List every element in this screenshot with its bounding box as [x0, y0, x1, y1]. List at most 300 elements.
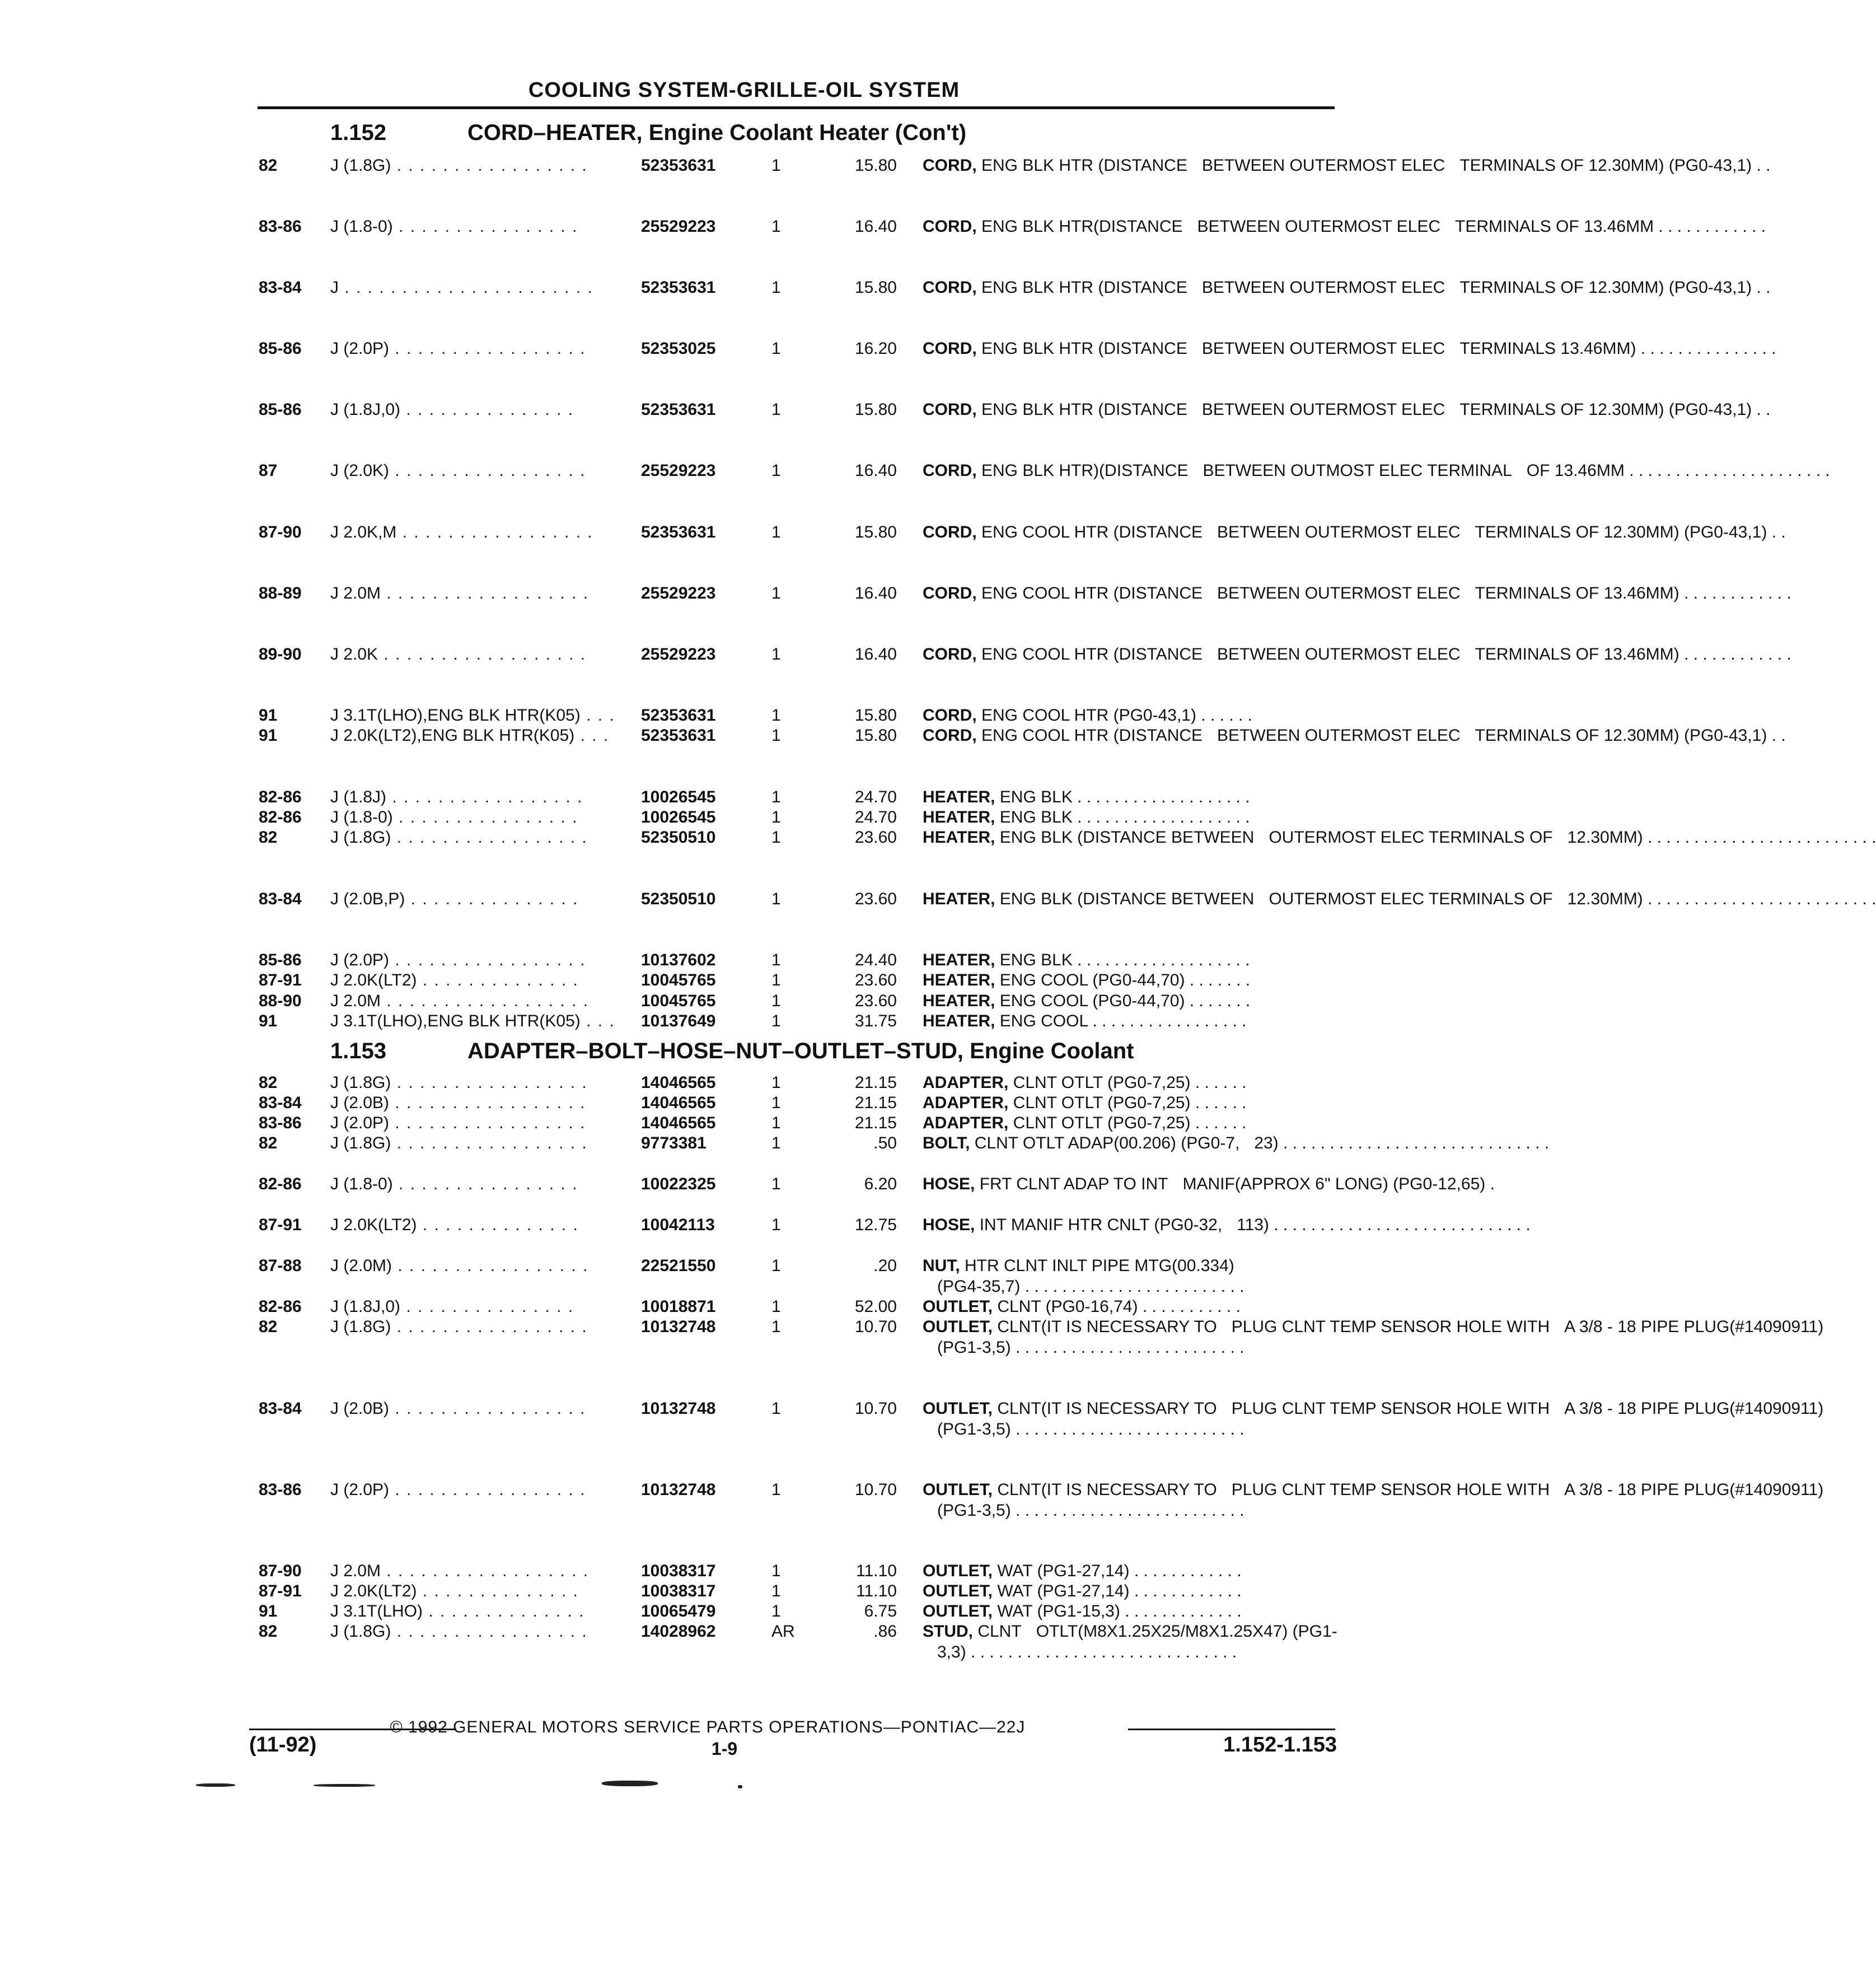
description-line: BETWEEN OUTERMOST ELEC: [1201, 400, 1445, 419]
model-year: 87-91: [259, 1582, 302, 1600]
price: 21.15: [854, 1114, 897, 1132]
description: [923, 950, 1332, 971]
leader-dots: . . . . . . . . . . . . . . . . .: [391, 156, 588, 175]
part-number: 10132748: [641, 1318, 716, 1336]
model-application: [330, 461, 627, 482]
quantity: 1: [771, 1399, 781, 1418]
leader-dots: . . . . . . . . . . . . . . . . . .: [381, 1562, 590, 1580]
part-number: 25529223: [641, 217, 716, 236]
leader-dots: . . . . . . . . . . . . . .: [423, 1602, 585, 1620]
description-line: PLUG CLNT TEMP SENSOR HOLE WITH: [1231, 1399, 1550, 1418]
description: [923, 991, 1332, 1012]
description-keyword: HEATER,: [923, 890, 995, 908]
part-number: 10026545: [641, 788, 716, 806]
description-line: OTLT(M8X1.25X25/M8X1.25X47) (PG1-: [1036, 1622, 1337, 1641]
model-year: 91: [259, 706, 278, 725]
description-line: HEATER, ENG COOL (PG0-44,70) . . . . . . .: [923, 971, 1251, 989]
description-line: OUTLET, CLNT(IT IS NECESSARY TO: [923, 1318, 1217, 1336]
description-line: BETWEEN OUTERMOST ELEC: [1201, 339, 1445, 358]
leader-dots: . . . . . . . . . . . . . . . . .: [392, 1257, 589, 1275]
model-text: J: [330, 278, 339, 297]
leader-dots: . . . . . . . . . . . . . . . .: [392, 808, 578, 826]
model-text: J (2.0M): [330, 1257, 392, 1275]
model-application: [330, 1215, 627, 1236]
quantity: 1: [771, 645, 781, 664]
model-year: 83-86: [259, 1480, 302, 1499]
leader-dots: . . . . . . . . . . . . . . . . .: [391, 828, 588, 847]
model-year: 85-86: [259, 400, 302, 419]
description-keyword: CORD,: [923, 645, 977, 664]
model-text: J (1.8J,0): [330, 1297, 401, 1316]
description: [923, 1256, 1332, 1297]
model-year: 82: [259, 156, 278, 175]
quantity: 1: [771, 523, 781, 541]
leader-dots: . . . . . . . . . . . . . . . . .: [386, 788, 583, 806]
description-line: ADAPTER, CLNT OTLT (PG0-7,25) . . . . . .: [923, 1094, 1247, 1112]
part-number: 10038317: [641, 1582, 716, 1600]
model-application: [330, 828, 627, 848]
model-year: 91: [259, 1012, 278, 1030]
model-text: J (2.0B): [330, 1399, 390, 1418]
leader-dots: . . . . . . . . . . . . . . . . . . . . . .: [339, 278, 593, 297]
description-keyword: HEATER,: [923, 992, 995, 1010]
footer-page-number: 1-9: [711, 1739, 738, 1759]
model-text: J (1.8-0): [330, 217, 393, 236]
model-application: [330, 522, 627, 543]
leader-dots: . . . . . . . . . . . . . . . . .: [391, 1318, 588, 1336]
description: [923, 461, 1830, 482]
description-line: (PG4-35,7) . . . . . . . . . . . . . . . . . . . . . . . .: [937, 1277, 1245, 1296]
description-line: CORD, ENG BLK HTR (DISTANCE: [923, 278, 1187, 297]
description: [923, 889, 1876, 910]
model-year: 83-84: [259, 1094, 302, 1112]
price: 12.75: [854, 1216, 897, 1234]
model-text: J 2.0K(LT2): [330, 971, 417, 989]
description-line: A 3/8 - 18 PIPE PLUG(#14090911): [1564, 1318, 1824, 1336]
price: 23.60: [854, 828, 897, 847]
description: [923, 278, 1771, 298]
description: [923, 1622, 1337, 1662]
model-application: [330, 970, 627, 991]
leader-dots: . . . . . . . . . . . . . . .: [400, 400, 574, 419]
description-keyword: HEATER,: [923, 951, 995, 969]
description-line: BETWEEN OUTERMOST ELEC: [1201, 278, 1445, 297]
description-line: BETWEEN OUTERMOST ELEC: [1217, 726, 1461, 745]
model-text: J 2.0M: [330, 584, 381, 602]
model-application: [330, 278, 627, 298]
model-year: 91: [259, 726, 278, 745]
quantity: 1: [771, 1134, 781, 1152]
description-line: OUTERMOST ELEC TERMINALS OF: [1269, 890, 1553, 908]
model-application: [330, 1561, 627, 1582]
description-line: BETWEEN OUTERMOST ELEC: [1217, 584, 1461, 602]
description: [923, 1601, 1332, 1622]
leader-dots: . . . . . . . . . . . . . . . . . .: [381, 992, 590, 1010]
price: 15.80: [854, 726, 897, 745]
model-text: J 3.1T(LHO): [330, 1602, 423, 1620]
part-number: 10132748: [641, 1399, 716, 1418]
description: [923, 1399, 1824, 1440]
description-line: PLUG CLNT TEMP SENSOR HOLE WITH: [1231, 1480, 1550, 1499]
description-keyword: HEATER,: [923, 828, 995, 847]
description-line: TERMINALS OF 12.30MM) (PG0-43,1) . .: [1475, 523, 1786, 541]
footer-copyright: © 1992 GENERAL MOTORS SERVICE PARTS OPERATIONS—PONTIAC—22J: [390, 1718, 1026, 1736]
description: [923, 1561, 1332, 1582]
description-line: HOSE, INT MANIF HTR CNLT (PG0-32,: [923, 1216, 1223, 1234]
part-number: 52350510: [641, 828, 716, 847]
leader-dots: . . . . . . . . . . . . . . .: [405, 890, 579, 908]
description-line: (PG1-3,5) . . . . . . . . . . . . . . . . . . . . . . . . .: [937, 1419, 1245, 1438]
quantity: 1: [771, 828, 781, 847]
model-year: 83-84: [259, 890, 302, 908]
quantity: 1: [771, 706, 781, 725]
quantity: 1: [771, 1318, 781, 1336]
price: 16.40: [854, 645, 897, 664]
description: [923, 1133, 1550, 1154]
leader-dots: . . . . . . . . . . . . . . . .: [392, 1175, 578, 1193]
part-number: 52353631: [641, 156, 716, 175]
part-number: 10042113: [641, 1216, 715, 1234]
description: [923, 970, 1332, 991]
price: 6.20: [864, 1175, 897, 1193]
model-year: 82: [259, 828, 278, 847]
model-text: J (2.0P): [330, 1480, 390, 1499]
model-application: [330, 1297, 627, 1318]
price: 15.80: [854, 706, 897, 725]
description-line: CORD, ENG BLK HTR (DISTANCE: [923, 156, 1187, 175]
part-number: 52353025: [641, 339, 716, 358]
description-keyword: HOSE,: [923, 1175, 975, 1193]
model-year: 87-91: [259, 1216, 302, 1234]
description-keyword: CORD,: [923, 726, 977, 745]
model-text: J (2.0P): [330, 951, 390, 969]
quantity: 1: [771, 1094, 781, 1112]
model-year: 87-91: [259, 971, 302, 989]
part-number: 22521550: [641, 1257, 716, 1275]
leader-dots: . . . . . . . . . . . . . . . . .: [389, 1480, 586, 1499]
description-keyword: CORD,: [923, 278, 977, 297]
part-number: 10018871: [641, 1297, 716, 1316]
description-line: 113) . . . . . . . . . . . . . . . . . . . . . . . . . . . .: [1237, 1216, 1531, 1234]
footer-date: (11-92): [249, 1733, 317, 1757]
description: [923, 1073, 1332, 1094]
model-application: [330, 1133, 627, 1154]
description-line: HEATER, ENG BLK . . . . . . . . . . . . . . . . . . .: [923, 808, 1250, 826]
description-keyword: ADAPTER,: [923, 1094, 1009, 1112]
price: 6.75: [864, 1602, 897, 1620]
model-year: 87-88: [259, 1257, 302, 1275]
model-text: J (1.8G): [330, 156, 391, 175]
model-text: J (1.8J): [330, 788, 387, 806]
leader-dots: . . .: [580, 1012, 615, 1030]
price: 24.70: [854, 788, 897, 806]
description-line: A 3/8 - 18 PIPE PLUG(#14090911): [1564, 1480, 1824, 1499]
description-line: TERMINALS OF 13.46MM) . . . . . . . . . . . .: [1475, 584, 1791, 602]
model-text: J (2.0B): [330, 1094, 390, 1112]
description-line: 12.30MM) . . . . . . . . . . . . . . . . . . . . . . . . .: [1567, 828, 1876, 847]
description-line: TERMINALS OF 12.30MM) (PG0-43,1) . .: [1459, 400, 1771, 419]
model-text: J (2.0P): [330, 1114, 390, 1132]
model-text: J (2.0B,P): [330, 890, 405, 908]
description-keyword: OUTLET,: [923, 1318, 993, 1336]
part-number: 52353631: [641, 706, 716, 725]
quantity: 1: [771, 278, 781, 297]
model-application: [330, 1256, 627, 1277]
price: 31.75: [854, 1012, 897, 1030]
model-year: 82-86: [259, 1175, 302, 1193]
leader-dots: . . . . . . . . . . . . . . . . .: [389, 461, 586, 480]
description-keyword: OUTLET,: [923, 1562, 993, 1580]
model-application: [330, 1480, 627, 1501]
leader-dots: . . . . . . . . . . . . . . . . .: [389, 339, 586, 358]
quantity: 1: [771, 951, 781, 969]
model-text: J (1.8G): [330, 1622, 391, 1641]
quantity: 1: [771, 1480, 781, 1499]
description-line: TERMINALS OF 12.30MM) (PG0-43,1) . .: [1459, 278, 1771, 297]
model-application: [330, 156, 627, 176]
quantity: 1: [771, 1562, 781, 1580]
part-number: 9773381: [641, 1134, 707, 1152]
quantity: 1: [771, 1257, 781, 1275]
quantity: 1: [771, 1073, 781, 1092]
page-title: COOLING SYSTEM-GRILLE-OIL SYSTEM: [528, 78, 960, 102]
model-application: [330, 787, 627, 808]
description-line: CORD, ENG COOL HTR (PG0-43,1) . . . . . .: [923, 706, 1252, 725]
part-number: 25529223: [641, 584, 716, 602]
description: [923, 828, 1876, 848]
part-number: 52353631: [641, 726, 716, 745]
model-text: J (1.8G): [330, 1073, 391, 1092]
price: .86: [873, 1622, 897, 1641]
description-line: OUTERMOST ELEC TERMINALS OF: [1269, 828, 1553, 847]
description: [923, 1174, 1495, 1195]
quantity: 1: [771, 971, 781, 989]
price: .20: [873, 1257, 897, 1275]
description-line: 12.30MM) . . . . . . . . . . . . . . . . . . . . . . . . .: [1567, 890, 1876, 908]
price: 15.80: [854, 523, 897, 541]
quantity: 1: [771, 1175, 781, 1193]
description-line: OUTLET, WAT (PG1-27,14) . . . . . . . . . . . .: [923, 1582, 1242, 1600]
description-line: OUTLET, CLNT(IT IS NECESSARY TO: [923, 1399, 1217, 1418]
part-number: 10045765: [641, 992, 716, 1010]
price: 23.60: [854, 992, 897, 1010]
description-keyword: HEATER,: [923, 1012, 995, 1030]
description: [923, 1011, 1332, 1032]
model-application: [330, 807, 627, 828]
description: [923, 1113, 1332, 1134]
model-text: J 2.0M: [330, 1562, 381, 1580]
leader-dots: . . . . . . . . . . . . . .: [417, 971, 579, 989]
description-keyword: OUTLET,: [923, 1602, 993, 1620]
description-keyword: CORD,: [923, 523, 977, 541]
part-number: 14046565: [641, 1114, 716, 1132]
description-line: 23) . . . . . . . . . . . . . . . . . . . . . . . . . . . . .: [1254, 1134, 1550, 1152]
price: 10.70: [854, 1399, 897, 1418]
description: [923, 726, 1786, 746]
leader-dots: . . . . . . . . . . . . . .: [417, 1582, 579, 1600]
quantity: 1: [771, 1582, 781, 1600]
quantity: 1: [771, 400, 781, 419]
description: [923, 583, 1791, 604]
description-line: TERMINALS OF 13.46MM) . . . . . . . . . . . .: [1475, 645, 1791, 664]
description: [923, 1093, 1332, 1114]
model-text: J 2.0K: [330, 645, 378, 664]
description-line: CORD, ENG COOL HTR (DISTANCE: [923, 584, 1203, 602]
model-application: [330, 1399, 627, 1419]
description-line: OUTLET, CLNT (PG0-16,74) . . . . . . . . . . .: [923, 1297, 1241, 1316]
model-application: [330, 1011, 627, 1032]
section-number: 1.153: [330, 1039, 387, 1063]
model-year: 82: [259, 1073, 278, 1092]
price: 16.40: [854, 584, 897, 602]
description-line: (PG1-3,5) . . . . . . . . . . . . . . . . . . . . . . . . .: [937, 1501, 1245, 1520]
price: 15.80: [854, 400, 897, 419]
quantity: 1: [771, 1602, 781, 1620]
model-application: [330, 1317, 627, 1338]
description: [923, 339, 1776, 359]
part-number: 14028962: [641, 1622, 716, 1641]
part-number: 10132748: [641, 1480, 716, 1499]
part-number: 10137649: [641, 1012, 716, 1030]
description-keyword: BOLT,: [923, 1134, 970, 1152]
leader-dots: . . . . . . . . . . . . . . . . .: [389, 1114, 586, 1132]
model-year: 85-86: [259, 339, 302, 358]
model-year: 91: [259, 1602, 278, 1620]
price: 24.40: [854, 951, 897, 969]
description: [923, 1581, 1332, 1602]
model-text: J 2.0K(LT2),ENG BLK HTR(K05): [330, 726, 575, 745]
price: 10.70: [854, 1318, 897, 1336]
part-number: 25529223: [641, 645, 716, 664]
price: .50: [873, 1134, 897, 1152]
model-text: J (1.8G): [330, 1318, 391, 1336]
model-year: 82: [259, 1134, 278, 1152]
model-application: [330, 1174, 627, 1195]
price: 10.70: [854, 1480, 897, 1499]
description-line: OF 13.46MM . . . . . . . . . . . . . . . . . . . . . .: [1526, 461, 1830, 480]
description-line: NUT, HTR CLNT INLT PIPE MTG(00.334): [923, 1257, 1234, 1275]
description-keyword: STUD,: [923, 1622, 973, 1641]
description-line: BETWEEN OUTERMOST ELEC: [1217, 523, 1461, 541]
quantity: 1: [771, 156, 781, 175]
leader-dots: . . . . . . . . . . . . . . . . .: [391, 1134, 588, 1152]
model-year: 89-90: [259, 645, 302, 664]
part-number: 10065479: [641, 1602, 716, 1620]
model-text: J 2.0K(LT2): [330, 1582, 417, 1600]
leader-dots: . . . . . . . . . . . . . . . . .: [389, 951, 586, 969]
description-line: PLUG CLNT TEMP SENSOR HOLE WITH: [1231, 1318, 1550, 1336]
scan-mark: [314, 1784, 375, 1787]
section-heading: [0, 120, 1415, 145]
model-text: J (2.0K): [330, 461, 390, 480]
quantity: 1: [771, 808, 781, 826]
price: 16.40: [854, 461, 897, 480]
price: 21.15: [854, 1094, 897, 1112]
part-number: 52353631: [641, 400, 716, 419]
description-line: STUD, CLNT: [923, 1622, 1022, 1641]
part-number: 52350510: [641, 890, 716, 908]
model-text: J (1.8-0): [330, 1175, 393, 1193]
model-application: [330, 1113, 627, 1134]
model-text: J (2.0P): [330, 339, 390, 358]
section-title: CORD–HEATER, Engine Coolant Heater (Con't): [467, 120, 967, 145]
description-line: TERMINALS OF 13.46MM . . . . . . . . . . . .: [1455, 217, 1766, 236]
price: 24.70: [854, 808, 897, 826]
quantity: 1: [771, 992, 781, 1010]
part-number: 10038317: [641, 1562, 716, 1580]
price: 11.10: [856, 1582, 897, 1600]
description-line: A 3/8 - 18 PIPE PLUG(#14090911): [1564, 1399, 1824, 1418]
model-text: J (1.8J,0): [330, 400, 401, 419]
description-line: HEATER, ENG BLK . . . . . . . . . . . . . . . . . . .: [923, 951, 1250, 969]
description-keyword: OUTLET,: [923, 1399, 993, 1418]
model-year: 83-86: [259, 217, 302, 236]
model-application: [330, 726, 627, 746]
quantity: AR: [771, 1622, 795, 1641]
leader-dots: . . . . . . . . . . . . . . . . .: [391, 1622, 588, 1641]
model-application: [330, 1581, 627, 1602]
description-line: HEATER, ENG BLK (DISTANCE BETWEEN: [923, 890, 1255, 908]
model-application: [330, 644, 627, 665]
model-text: J 2.0K(LT2): [330, 1216, 417, 1234]
leader-dots: . . . . . . . . . . . . . . . . .: [389, 1399, 586, 1418]
price: 52.00: [854, 1297, 897, 1316]
scan-mark: [602, 1781, 658, 1786]
description-keyword: CORD,: [923, 339, 977, 358]
model-text: J 3.1T(LHO),ENG BLK HTR(K05): [330, 706, 581, 725]
section-number: 1.152: [330, 120, 387, 145]
model-year: 88-90: [259, 992, 302, 1010]
description-line: HOSE, FRT CLNT ADAP TO INT: [923, 1175, 1168, 1193]
model-text: J 3.1T(LHO),ENG BLK HTR(K05): [330, 1012, 581, 1030]
description-line: BETWEEN OUTERMOST ELEC: [1197, 217, 1441, 236]
model-text: J (1.8G): [330, 828, 391, 847]
description-line: TERMINALS OF 12.30MM) (PG0-43,1) . .: [1475, 726, 1786, 745]
description-keyword: OUTLET,: [923, 1297, 993, 1316]
description-line: HEATER, ENG COOL . . . . . . . . . . . . . . . . .: [923, 1012, 1247, 1030]
model-year: 83-86: [259, 1114, 302, 1132]
part-number: 52353631: [641, 278, 716, 297]
description: [923, 706, 1332, 726]
price: 16.40: [854, 217, 897, 236]
model-year: 83-84: [259, 1399, 302, 1418]
leader-dots: . . .: [580, 706, 615, 725]
model-application: [330, 400, 627, 421]
description-line: CORD, ENG BLK HTR (DISTANCE: [923, 339, 1187, 358]
description-keyword: HOSE,: [923, 1216, 975, 1234]
description-line: OUTLET, WAT (PG1-15,3) . . . . . . . . . . . . .: [923, 1602, 1242, 1620]
leader-dots: . . . . . . . . . . . . . . . . . .: [378, 645, 587, 664]
description: [923, 217, 1766, 237]
price: 15.80: [854, 156, 897, 175]
description-line: TERMINALS OF 12.30MM) (PG0-43,1) . .: [1459, 156, 1771, 175]
price: 23.60: [854, 971, 897, 989]
part-number: 10137602: [641, 951, 716, 969]
description-line: CORD, ENG COOL HTR (DISTANCE: [923, 645, 1203, 664]
description-line: HEATER, ENG BLK (DISTANCE BETWEEN: [923, 828, 1255, 847]
model-application: [330, 583, 627, 604]
model-year: 87-90: [259, 1562, 302, 1580]
model-year: 87: [259, 461, 278, 480]
quantity: 1: [771, 1012, 781, 1030]
leader-dots: . . . . . . . . . . . . . . .: [400, 1297, 574, 1316]
leader-dots: . . . . . . . . . . . . . . . . .: [391, 1073, 588, 1092]
description: [923, 156, 1771, 176]
model-year: 83-84: [259, 278, 302, 297]
quantity: 1: [771, 339, 781, 358]
leader-dots: . . . . . . . . . . . . . .: [417, 1216, 579, 1234]
description-keyword: OUTLET,: [923, 1480, 993, 1499]
